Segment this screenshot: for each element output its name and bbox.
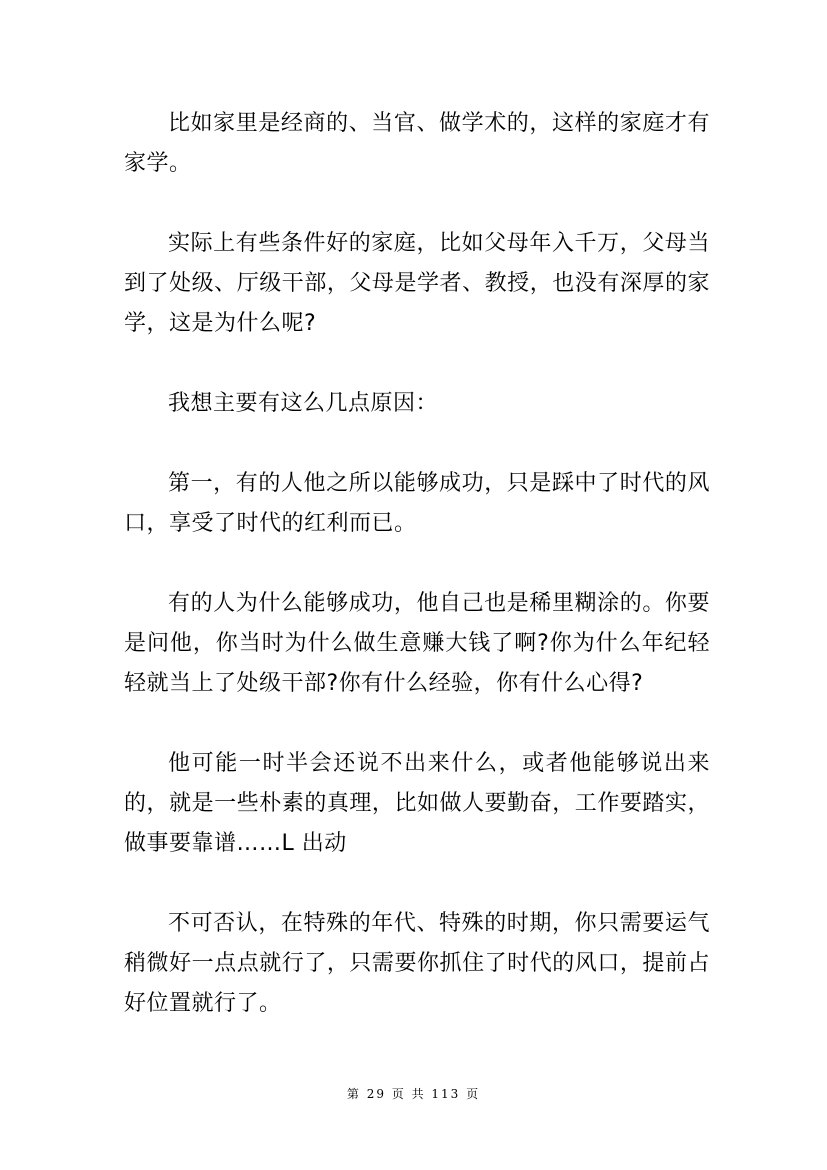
document-body [124, 104, 710, 1064]
paragraph-1: 比如家里是经商的、当官、做学术的，这样的家庭才有家学。 [124, 111, 710, 176]
paragraph-6: 他可能一时半会还说不出来什么，或者他能够说出来的，就是一些朴素的真理，比如做人要勤奋，工作要踏实，做事要靠谱……L 出动 [124, 751, 710, 856]
paragraph-4: 第一，有的人他之所以能够成功，只是踩中了时代的风口，享受了时代的红利而已。 [124, 471, 710, 536]
page-number-footer: 第 29 页 共 113 页 [346, 1087, 481, 1101]
paragraph-3: 我想主要有这么几点原因： [168, 391, 439, 416]
paragraph-7: 不可否认，在特殊的年代、特殊的时期，你只需要运气稍微好一点点就行了，只需要你抓住了时代的风口，提前占好位置就行了。 [124, 911, 710, 1016]
paragraph-2: 实际上有些条件好的家庭，比如父母年入千万，父母当到了处级、厅级干部，父母是学者、教授，也没有深厚的家学，这是为什么呢? [124, 231, 710, 336]
paragraph-5: 有的人为什么能够成功，他自己也是稀里糊涂的。你要是问他，你当时为什么做生意赚大钱了啊?你为什么年纪轻轻就当上了处级干部?你有什么经验，你有什么心得? [124, 591, 710, 696]
